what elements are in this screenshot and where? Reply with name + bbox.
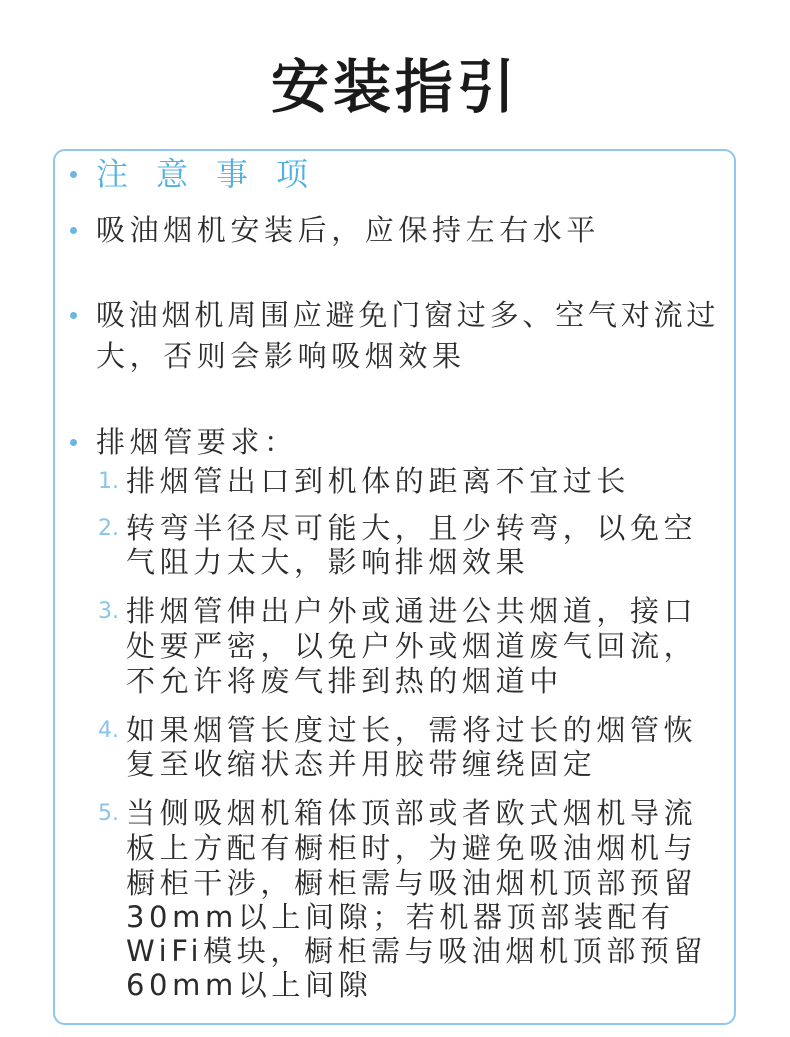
requirement-2-line-2: 气阻力太大，影响排烟效果 — [126, 545, 530, 579]
requirement-3-line-1: 排烟管伸出户外或通进公共烟道，接口 — [126, 594, 698, 628]
requirement-5-line-4: 30mm以上间隙；若机器顶部装配有 — [126, 900, 675, 934]
bullet-dot — [70, 312, 77, 319]
bullet-dot — [70, 227, 77, 234]
bullet-3-line-1: 排烟管要求： — [96, 425, 298, 459]
requirement-4-line-2: 复至收缩状态并用胶带缠绕固定 — [126, 747, 597, 781]
requirement-5-line-3: 橱柜干涉，橱柜需与吸油烟机顶部预留 — [126, 866, 698, 900]
requirement-number: 1. — [98, 469, 119, 494]
requirement-number: 5. — [98, 801, 119, 826]
bullet-dot — [70, 439, 77, 446]
requirement-3-line-3: 不允许将废气排到热的烟道中 — [126, 664, 563, 698]
notice-heading: 注意事项 — [96, 155, 337, 193]
requirement-5-line-5: WiFi模块，橱柜需与吸油烟机顶部预留 — [126, 934, 708, 968]
page-title: 安装指引 — [270, 53, 519, 121]
requirement-3-line-2: 处要严密，以免户外或烟道废气回流， — [126, 629, 698, 663]
requirement-5-line-2: 板上方配有橱柜时，为避免吸油烟机与 — [126, 831, 698, 865]
requirement-5-line-1: 当侧吸烟机箱体顶部或者欧式烟机导流 — [126, 796, 698, 830]
bullet-2-line-2: 大，否则会影响吸烟效果 — [96, 339, 466, 373]
bullet-2-line-1: 吸油烟机周围应避免门窗过多、空气对流过 — [96, 298, 720, 332]
requirement-number: 2. — [98, 516, 119, 541]
requirement-5-line-6: 60mm以上间隙 — [126, 968, 373, 1002]
bullet-dot — [70, 171, 77, 178]
bullet-1-line-1: 吸油烟机安装后，应保持左右水平 — [96, 213, 601, 247]
requirement-2-line-1: 转弯半径尽可能大，且少转弯，以免空 — [126, 511, 698, 545]
requirement-4-line-1: 如果烟管长度过长，需将过长的烟管恢 — [126, 713, 698, 747]
requirement-number: 4. — [98, 718, 119, 743]
requirement-1-line-1: 排烟管出口到机体的距离不宜过长 — [126, 464, 631, 498]
requirement-number: 3. — [98, 599, 119, 624]
